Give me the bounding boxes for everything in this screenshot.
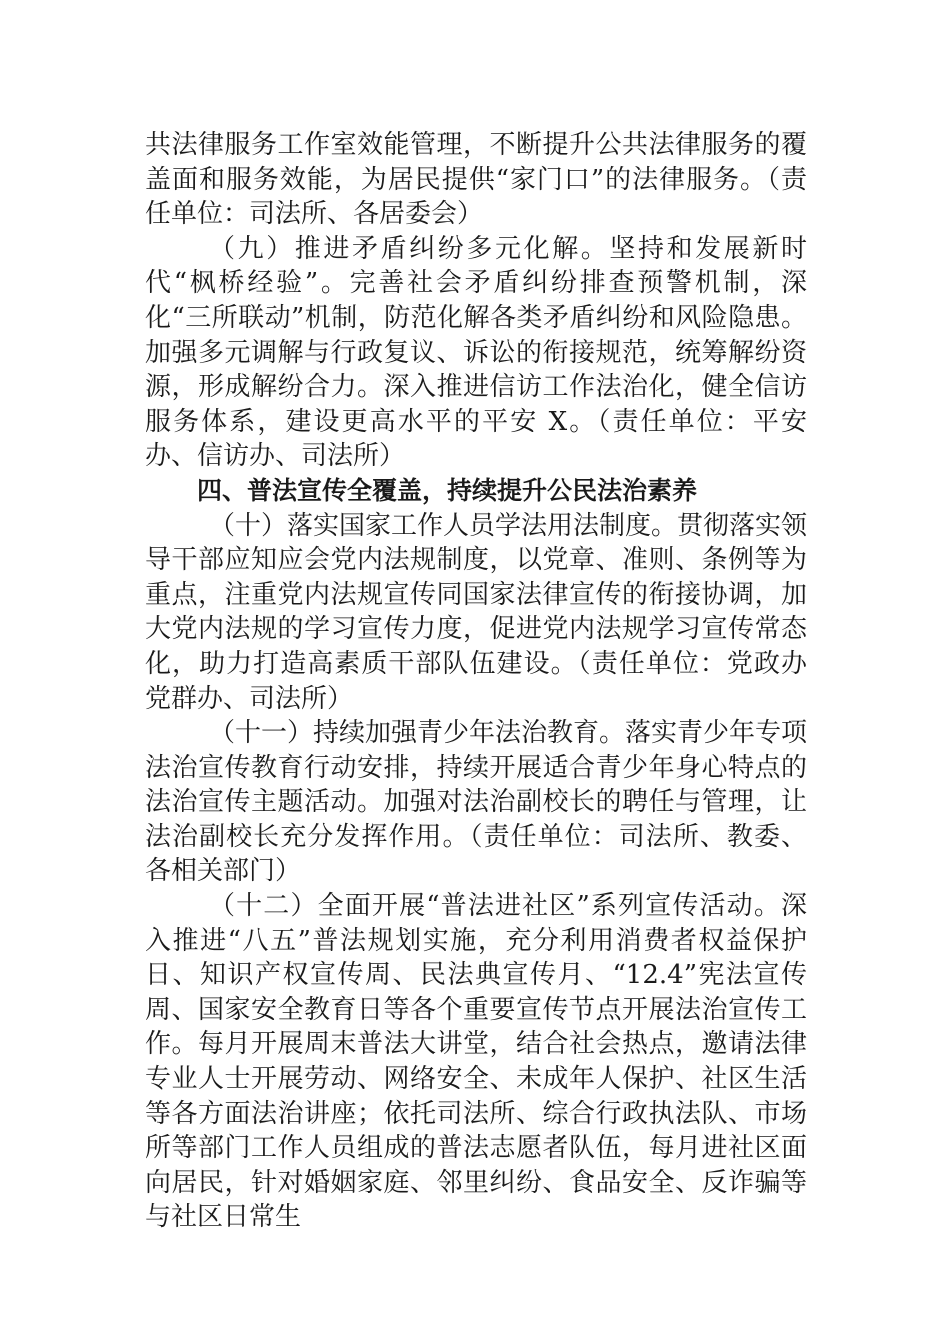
paragraph-item-12: （十二）全面开展“普法进社区”系列宣传活动。深入推进“八五”普法规划实施，充分利用消费者权益保护日、知识产权宣传周、民法典宣传月、“12.4”宪法宣传周、国家安全教育日等各个重要宣传节点开展法治宣传工作。每月开展周末普法大讲堂，结合社会热点，邀请法律专业人士开展劳动、网络安全、未成年人保护、社区生活等各方面法治讲座；依托司法所、综合行政执法队、市场所等部门工作人员组成的普法志愿者队伍，每月进社区面向居民，针对婚姻家庭、邻里纠纷、食品安全、反诈骗等与社区日常生 — [145, 891, 807, 1233]
paragraph-item-10: （十）落实国家工作人员学法用法制度。贯彻落实领导干部应知应会党内法规制度，以党章、准则、条例等为重点，注重党内法规宣传同国家法律宣传的衔接协调，加大党内法规的学习宣传力度，促进党内法规学习宣传常态化，助力打造高素质干部队伍建设。（责任单位：党政办党群办、司法所） — [145, 510, 808, 714]
paragraph-continuation: 共法律服务工作室效能管理，不断提升公共法律服务的覆盖面和服务效能，为居民提供“家门口”的法律服务。（责任单位：司法所、各居委会） — [145, 130, 807, 230]
paragraph-item-9: （九）推进矛盾纠纷多元化解。坚持和发展新时代“枫桥经验”。完善社会矛盾纠纷排查预警机制，深化“三所联动”机制，防范化解各类矛盾纠纷和风险隐患。加强多元调解与行政复议、诉讼的衔接规范，统筹解纷资源，形成解纷合力。深入推进信访工作法治化，健全信访服务体系，建设更高水平的平安 X。（责任单位：平安办、信访办、司法所） — [145, 233, 807, 472]
document-body — [145, 128, 807, 1235]
section-heading: 四、普法宣传全覆盖，持续提升公民法治素养 — [197, 475, 698, 505]
paragraph-item-11: （十一）持续加强青少年法治教育。落实青少年专项法治宣传教育行动安排，持续开展适合青少年身心特点的法治宣传主题活动。加强对法治副校长的聘任与管理，让法治副校长充分发挥作用。（责任单位：司法所、教委、各相关部门） — [145, 718, 808, 887]
